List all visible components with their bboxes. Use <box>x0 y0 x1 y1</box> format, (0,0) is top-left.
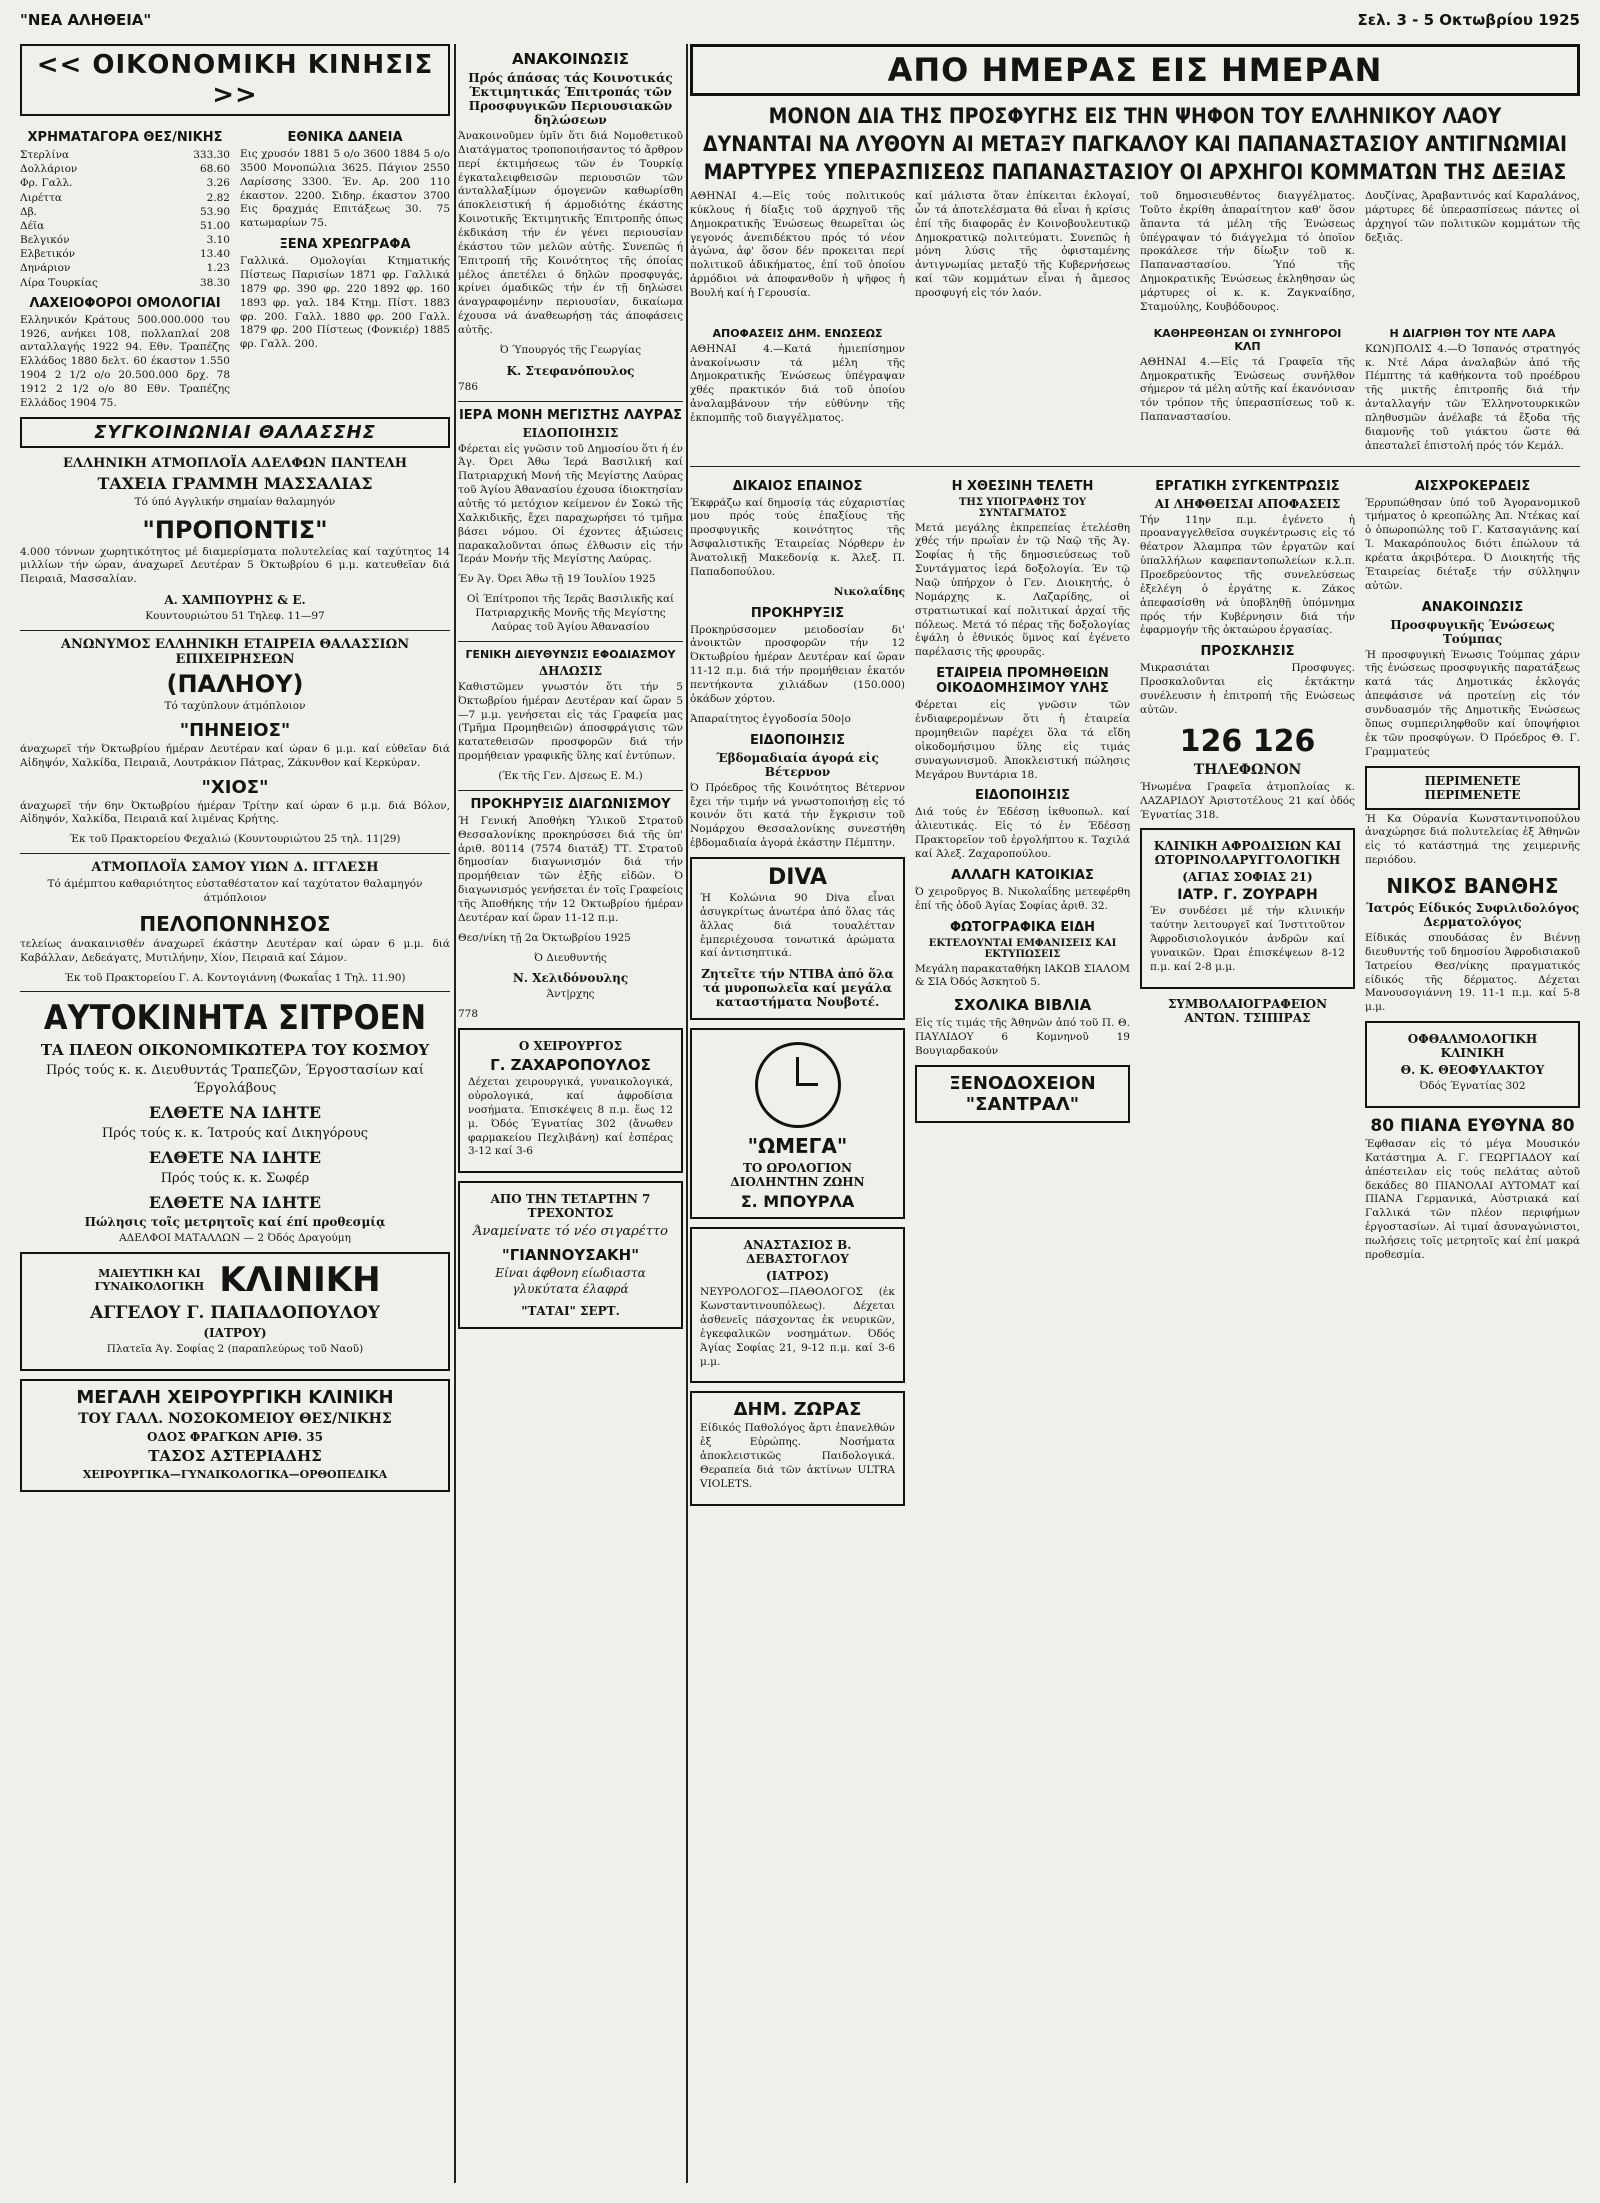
ad-paliou-ship1: "ΠΗΝΕΙΟΣ" <box>179 719 291 741</box>
section-sub: ΤΗΣ ΥΠΟΓΡΑΦΗΣ ΤΟΥ ΣΥΝΤΑΓΜΑΤΟΣ <box>958 496 1087 519</box>
notice-title: ΑΝΑΚΟΙΝΩΣΙΣ <box>511 50 630 68</box>
supply-text: Καθιστῶμεν γνωστόν ὅτι τήν 5 Όκτωβρίου ήμέραν Δευτέραν καί ὥραν 5—7 μ.μ. γενήσεται εἰς τάς Γραφεία μας (Τμῆμα Προμηθειῶν) άποσφράγισις τῶν κατατεθεισῶν προσφορῶν διά τήν προμήθειαν γραφικῆς ὕλης καί ἐντύπων. <box>458 680 683 763</box>
rate-value: 68.60 <box>199 163 230 176</box>
ad-paliou-office: Έκ τοῦ Πρακτορείου Φεχαλιώ (Κουντουριώτου 25 τηλ. 11|29) <box>69 833 401 846</box>
section-title: ΠΡΟΚΗΡΥΞΙΣ <box>750 605 845 621</box>
surgical-doctor: ΤΑΣΟΣ ΑΣΤΕΡΙΑΔΗΣ <box>148 1446 322 1465</box>
clinic-title: ΚΛΙΝΙΚΗ ΑΦΡΟΔΙΣΙΩΝ ΚΑΙ ΩΤΟΡΙΝΟΛΑΡΥΓΓΟΛΟΓΙΚΗ <box>1153 839 1342 868</box>
omega-sub: ΤΟ ΩΡΟΛΟΓΙΟΝ ΔΙΟΛΗΝΤΗΝ ΖΩΗΝ <box>730 1161 865 1190</box>
lead-paragraph: Δουζίνας, Άραβαντινός καί Καραλάνος, μάρτυρες δέ ὑπερασπίσεως πάντες οἱ ἀρχηγοί τῶν πολιτικῶν κομμάτων τῆς δεξιᾶς. <box>1365 190 1580 244</box>
rate-currency: Δβ. <box>20 205 37 218</box>
monastery-title: ΙΕΡΑ ΜΟΝΗ ΜΕΓΙΣΤΗΣ ΛΑΥΡΑΣ <box>458 407 683 423</box>
clinic-addr: Πλατεῖα Άγ. Σοφίας 2 (παραπλεύρως τοῦ Ναοῦ) <box>106 1342 364 1355</box>
rate-value: 2.82 <box>206 191 230 204</box>
ad-zourari <box>1140 828 1355 988</box>
ad-samos-title: ΑΤΜΟΠΛΟΪΑ ΣΑΜΟΥ ΥΙΩΝ Δ. ΙΓΓΛΕΣΗ <box>91 860 379 876</box>
eye-clinic-title: ΟΦΘΑΛΜΟΛΟΓΙΚΗ ΚΛΙΝΙΚΗ <box>1407 1032 1538 1061</box>
surgical-sub: ΤΟΥ ΓΑΛΛ. ΝΟΣΟΚΟΜΕΙΟΥ ΘΕΣ/ΝΙΚΗΣ <box>78 1410 392 1427</box>
rate-currency: Λίρα Τουρκίας <box>20 276 98 289</box>
hotel-central: ΞΕΝΟΔΟΧΕΙΟΝ "ΣΑΝΤΡΑΛ" <box>915 1065 1130 1123</box>
surgical-title: ΜΕΓΑΛΗ ΧΕΙΡΟΥΡΓΙΚΗ ΚΛΙΝΙΚΗ <box>76 1386 394 1408</box>
doctor-name: ΔΗΜ. ΖΩΡΑΣ <box>733 1399 862 1421</box>
rates-table <box>20 148 230 290</box>
section-title: ΕΤΑΙΡΕΙΑ ΠΡΟΜΗΘΕΙΩΝ ΟΙΚΟΔΟΜΗΣΙΜΟΥ ΥΛΗΣ <box>936 666 1109 697</box>
section-title: ΔΙΚΑΙΟΣ ΕΠΑΙΝΟΣ <box>732 478 863 494</box>
section-text: Ή προσφυγική Ένωσις Τούμπας χάριν τῆς ἐνώσεως προσφυγικῆς παρατάξεως κατά τάς Δημοτικάς ἐκλογάς ἀπεφάσισε νά προτείνῃ εἰς τόν συνδυασμόν τῆς Δημοτικῆς Ένώσεως ὅπως συμπεριληφθοῦν καί ὑποψήφιοι ἐκ τῶν προσφύγων. Ό Πρόεδρος Θ. Γ. Γραμματεύς <box>1365 648 1580 758</box>
rate-currency: Φρ. Γαλλ. <box>20 177 73 190</box>
rate-currency: Βελγικόν <box>20 234 70 247</box>
notice-num: 786 <box>458 380 479 393</box>
clinic-role: (ΙΑΤΡΟΥ) <box>203 1325 267 1340</box>
rate-value: 333.30 <box>193 149 230 161</box>
divider <box>20 991 450 992</box>
subcol-a <box>690 473 905 1514</box>
tender-name: Ν. Χελιδόνουλης <box>512 971 629 986</box>
masthead-date: Σελ. 3 - 5 Οκτωβρίου 1925 <box>1357 11 1580 29</box>
ad-ophthalmology <box>1365 1021 1580 1108</box>
omega-title: "ΩΜΕΓΑ" <box>747 1134 848 1159</box>
divider <box>690 466 1580 467</box>
ad-devastoglou <box>690 1227 905 1383</box>
section-text: Μεγάλη παρακαταθήκη ΙΑΚΩΒ ΣΙΑΛΟΜ & ΣΙΑ Όδός Άσκητοῦ 5. <box>915 962 1130 989</box>
section-title: ΕΙΔΟΠΟΙΗΣΙΣ <box>749 732 846 748</box>
rate-value: 3.10 <box>206 234 230 247</box>
surgeon-text: Δέχεται χειρουργικά, γυναικολογικά, οὐρολογικά, καί ἀφροδίσια νοσήματα. Έπισκέψεις 8 π.μ. ἕως 12 μ. Όδός Έγνατίας 302 (ἄνωθεν φαρμακείου Πεχλιβάνη) καί ἑσπέρας 3-12 καί 3-6 <box>468 1076 673 1158</box>
clinic-text: Έν συνδέσει μέ τήν κλινικήν ταύτην λειτουργεῖ καί Ίνστιτοῦτον Άφροδισιολογικόν ἀνδρῶν καί γυναικῶν. Ώραι ἐπισκέψεων 8-12 π.μ. καί 2-8 μ.μ. <box>1150 905 1345 973</box>
doctor-name: ΑΝΑΣΤΑΣΙΟΣ Β. ΔΕΒΑΣΤΟΓΛΟΥ <box>743 1238 852 1267</box>
section-sub: ΕΚΤΕΛΟΥΝΤΑΙ ΕΜΦΑΝΙΣΕΙΣ ΚΑΙ ΕΚΤΥΠΩΣΕΙΣ <box>928 937 1117 960</box>
citroen-cta: ΕΛΘΕΤΕ ΝΑ ΙΔΗΤΕ <box>148 1147 322 1167</box>
section-text: Έρρυπώθησαν ὑπό τοῦ Άγορανομικοῦ τμήματος ὁ κρεοπώλης Άπ. Ντέκας καί ὁ ὁπωροπώλης τοῦ Γ. Κατσαγιάνης καί Ί. Μακαρόπουλος διότι ἐπώλουν τά κρέατα ἀκριβότερα. Ό Διοικητής τῆς Έταιρείας διέταξε τήν σύλληψιν αὐτῶν. <box>1365 496 1580 592</box>
column-rule <box>454 44 456 2183</box>
column-rule <box>686 44 688 2183</box>
ad-pantelis-agent: Α. ΧΑΜΠΟΥΡΗΣ & Ε. <box>164 593 306 608</box>
rate-value: 1.23 <box>206 262 230 275</box>
section-text: Ό χειροῦργος Β. Νικολαΐδης μετεφέρθη ἐπί τῆς ὁδοῦ Άγίας Σοφίας ἀριθ. 32. <box>915 885 1130 912</box>
omega-shop: Σ. ΜΠΟΥΡΛΑ <box>740 1192 855 1212</box>
cigarette-name: "ΓΙΑΝΝΟΥΣΑΚΗ" <box>501 1246 640 1265</box>
ad-pantelis-addr: Κουντουριώτου 51 Τηλεφ. 11—97 <box>145 610 325 623</box>
section-text: ΑΘΗΝΑΙ 4.—Εἰς τά Γραφεῖα τῆς Δημοκρατικῆς Ένώσεως συνῆλθον σήμερον τά μέλη αὐτῆς καί ἐκανόνισαν τόν τρόπον τῆς ὑπερασπίσεως τοῦ κ. Παπαναστασίου. <box>1140 355 1355 424</box>
citroen-cta: ΕΛΘΕΤΕ ΝΑ ΙΔΗΤΕ <box>148 1193 322 1213</box>
clinic-sub: (ΑΓΙΑΣ ΣΟΦΙΑΣ 21) <box>1182 870 1313 885</box>
doctor-role: (ΙΑΤΡΟΣ) <box>765 1269 830 1284</box>
pocket-watch-icon <box>755 1042 841 1128</box>
ad-pantelis-sub: ΤΑΧΕΙΑ ΓΡΑΜΜΗ ΜΑΣΣΑΛΙΑΣ <box>97 473 373 493</box>
foreign-title: ΞΕΝΑ ΧΡΕΩΓΡΑΦΑ <box>279 237 411 253</box>
doctor-text: ΝΕΥΡΟΛΟΓΟΣ—ΠΑΘΟΛΟΓΟΣ (ἐκ Κωνσταντινουπόλεως). Δέχεται ἀσθενεῖς πάσχοντας ἐκ νευρικῶν, ἐγκεφαλικῶν νοσημάτων. Όδός Άγίας Σοφίας 21, 9-12 π.μ. καί 3-6 μ.μ. <box>700 1286 895 1368</box>
ad-pantelis-ship: "ΠΡΟΠΟΝΤΙΣ" <box>142 515 328 544</box>
surgical-foot: ΧΕΙΡΟΥΡΓΙΚΑ—ΓΥΝΑΙΚΟΛΟΓΙΚΑ—ΟΡΘΟΠΕΔΙΚΑ <box>82 1467 388 1481</box>
ad-cigarette <box>458 1181 683 1329</box>
notice-text: Άνακοινοῦμεν ὑμῖν ὅτι διά Νομοθετικοῦ Διατάγματος τροποποιήσαντος τό ἄρθρον περί έκτιμήσεως τῶν έν Τουρκίᾳ έγκαταλειφθεισῶν περιουσιῶν τῶν άνταλλαξίμων όμογενῶν καθωρίσθη άποκλειστική ή άρμοδιότης έκάστης Κοινοτικῆς Έκτιμητικῆς Έπιτροπῆς όπως έκδικάση τήν έν γένει περιουσίαν έκάστου τῶν μελῶν αὐτῆς. Συνεπῶς ή Έπιτροπή τῆς Κοινότητος τῆς όποίας μέλος άπετέλει ό δηλῶν προσφυγάς, κρίνει όμαδικῶς τήν έν τῇ δηλώσει άναγραφομένην περιουσίαν, δικαίωμα έχουσα νά άναθεωρήσῃ τάς άποφάσεις αὐτῆς. <box>458 130 683 337</box>
citroen-line: Πρός τούς κ. κ. Διευθυντάς Τραπεζῶν, Έργοστασίων καί Έργολάβους <box>45 1063 425 1096</box>
rate-value: 3.26 <box>206 177 230 190</box>
supply-title: ΓΕΝΙΚΗ ΔΙΕΥΘΥΝΣΙΣ ΕΦΟΔΙΑΣΜΟΥ <box>465 647 676 661</box>
section-sign: Άπαραίτητος ἐγγοδοσία 50ο|ο <box>690 712 851 725</box>
citroen-sub: ΤΑ ΠΛΕΟΝ ΟΙΚΟΝΟΜΙΚΩΤΕΡΑ ΤΟΥ ΚΟΣΜΟΥ <box>40 1041 430 1060</box>
eye-clinic-doctor: Θ. Κ. ΘΕΟΦΥΛΑΚΤΟΥ <box>1400 1063 1545 1078</box>
surgical-addr: ΟΔΟΣ ΦΡΑΓΚΩΝ ΑΡΙΘ. 35 <box>147 1429 323 1444</box>
phone-number: 126 126 <box>1179 723 1316 759</box>
ad-pantelis-detail: 4.000 τόννων χωρητικότητος μέ διαμερίσματα πολυτελείας καί ταχύτητος 14 μιλλίων τήν ώραν, άναχωρεῖ Δευτέραν 5 Όκτωβρίου 6 μ.μ. κατευθεῖαν διά Πειραιᾶ, Μασσαλίαν. <box>20 545 450 586</box>
section-title: ΑΠΟΦΑΣΕΙΣ ΔΗΜ. ΕΝΩΣΕΩΣ <box>712 326 883 340</box>
cigarette-title: ΑΠΟ ΤΗΝ ΤΕΤΑΡΤΗΝ 7 ΤΡΕΧΟΝΤΟΣ <box>490 1192 651 1221</box>
diva-text: Ή Κολώνια 90 Diva εἶναι ἀσυγκρίτως ἀνωτέρα ἀπό ὅλας τάς ἄλλας διά τουαλέτταν ἐμπεριέχουσα τονωτικά ἀρώματα καί ἀντισηπτικά. <box>700 891 895 960</box>
supply-sub: ΔΗΛΩΣΙΣ <box>538 663 603 678</box>
ad-citroen <box>20 998 450 1245</box>
bonds-title: ΛΑΧΕΙΟΦΟΡΟΙ ΟΜΟΛΟΓΙΑΙ <box>29 295 221 311</box>
citroen-line: Πρός τούς κ. κ. Ίατρούς καί Δικηγόρους <box>101 1125 369 1141</box>
monastery-sub: ΕΙΔΟΠΟΙΗΣΙΣ <box>522 425 619 440</box>
doctor-text: Είδικός Παθολόγος ἄρτι ἐπανελθών ἐξ Εὐρώπης. Νοσήματα ἀποκλειστικῶς Παιδολογικά. Θεραπεία διά τῶν ἀκτίνων ULTRA VIOLETS. <box>700 1422 895 1490</box>
monastery-date: Έν Άγ. Όρει Άθω τῇ 19 Ίουλίου 1925 <box>458 573 656 586</box>
section-sub: Προσφυγικῆς Ένώσεως Τούμπας <box>1390 617 1555 646</box>
monastery-sign: Οἱ Έπίτροποι τῆς Ίερᾶς Βασιλικῆς καί Πατριαρχικῆς Μονῆς τῆς Μεγίστης Λαύρας τοῦ Άγίου Άθανασίου <box>466 593 675 633</box>
headline-1: ΜΟΝΟΝ ΔΙΑ ΤΗΣ ΠΡΟΣΦΥΓΗΣ ΕΙΣ ΤΗΝ ΨΗΦΟΝ ΤΟΥ ΕΛΛΗΝΙΚΟΥ ΛΑΟΥ <box>768 104 1502 128</box>
shares-text: Εις χρυσόν 1881 5 ο/ο 3600 1884 5 ο/ο 3500 Μονοπώλια 3625. Πάγιον 2550 Λαρίσσης 3300. Έν. Αρ. 200 110 έκαστον. 2200. Σιδηρ. έκαστον 3700 Εις δραχμάς Επιτάξεως 30. 75 κατωμαρίων 75. <box>240 148 450 230</box>
phone-title: ΤΗΛΕΦΩΝΟΝ <box>1193 761 1302 778</box>
rate-currency: Δηνάριον <box>20 262 71 275</box>
citroen-line: Πρός τούς κ. κ. Σωφέρ <box>160 1170 310 1186</box>
section-title: ΦΩΤΟΓΡΑΦΙΚΑ ΕΙΔΗ <box>949 919 1096 935</box>
column-notices <box>458 44 683 2183</box>
clinic-doctor: ΙΑΤΡ. Γ. ΖΟΥΡΑΡΗ <box>1177 887 1318 904</box>
section-text: Προκηρύσσομεν μειοδοσίαν δι' ἀνοικτῶν προσφορῶν τήν 12 Όκτωβρίου ἡμέραν Δευτέραν καί ὥραν 11-12 π.μ. διά τήν προμήθειαν ἑκατόν πεντήκοντα χιλιάδων (150.000) ὀκάδων χόρτου. <box>690 623 905 705</box>
divider <box>20 630 450 631</box>
section-title: ΑΝΑΚΟΙΝΩΣΙΣ <box>1421 599 1524 615</box>
subcol-c <box>1140 473 1355 1514</box>
clinic-type: ΜΑΙΕΥΤΙΚΗ ΚΑΙ ΓΥΝΑΙΚΟΛΟΓΙΚΗ <box>94 1266 205 1293</box>
ad-surgeon <box>458 1028 683 1173</box>
wait-title: ΠΕΡΙΜΕΝΕΤΕ ΠΕΡΙΜΕΝΕΤΕ <box>1365 766 1580 810</box>
divider <box>458 401 683 402</box>
divider <box>458 790 683 791</box>
headline-2: ΔΥΝΑΝΤΑΙ ΝΑ ΛΥΘΟΥΝ ΑΙ ΜΕΤΑΞΥ ΠΑΓΚΑΛΟΥ ΚΑΙ ΠΑΠΑΝΑΣΤΑΣΙΟΥ ΑΝΤΙΓΝΩΜΙΑΙ <box>703 132 1567 156</box>
doctor-text: Είδικάς σπουδάσας ἐν Βιέννῃ διευθυντής τοῦ δημοσίου Άφροδισιακοῦ Ίατρείου Θεσ/νίκης πραγματικός είδικός τῆς δέρματος. Δέχεται Μανουσογιάννη 19. 11-1 π.μ. καί 5-8 μ.μ. <box>1365 931 1580 1014</box>
divider <box>20 853 450 854</box>
rate-currency: Λιρέττα <box>20 191 63 204</box>
divider <box>458 641 683 642</box>
citroen-sale: Πώλησις τοῖς μετρητοῖς καί έπί προθεσμίᾳ <box>84 1215 386 1230</box>
diva-foot: Ζητεῖτε τήν ΝΤΙΒΑ ἀπό ὅλα τά μυροπωλεῖα καί μεγάλα καταστήματα Νουβοτέ. <box>701 967 894 1010</box>
ad-pantelis <box>20 456 450 624</box>
shares-title: ΕΘΝΙΚΑ ΔΑΝΕΙΑ <box>287 130 403 145</box>
surgeon-pre: Ο ΧΕΙΡΟΥΡΓΟΣ <box>518 1039 623 1054</box>
lead-paragraph: καί μάλιστα ὅταν ἐπίκειται ἐκλογαί, ὧν τά ἀποτελέσματα θά εἶναι ἡ κρίσις ἐπί τῆς διαφορᾶς ἐν Κοινοβουλευτικῷ Δημοκρατικῷ πολιτεύματι. Συνεπῶς ἡ μόνη λύσις τῆς ὀφισταμένης ἀντιγνωμίας μεταξύ τῆς Κυβερνήσεως καί τῶν κομμάτων εἶναι ἡ ἄμεσος προσφυγή εἰς τόν λαόν. <box>915 190 1130 300</box>
section-text: Εἰς τίς τιμάς τῆς Άθηνῶν ἀπό τοῦ Π. Θ. ΠΑΥΛΙΔΟΥ 6 Κομνηνοῦ 19 Βουγιαρδακούν <box>915 1017 1130 1057</box>
ad-samos-ship: ΠΕΛΟΠΟΝΝΗΣΟΣ <box>139 911 331 936</box>
section-text: Τήν 11ην π.μ. ἐγένετο ἡ προαναγγελθεῖσα συγκέντρωσις εἰς τό θέατρον Άλαμπρα τῶν ἐργατῶν καί ὑπαλλήλων καφεπαντοπωλείων κ.λ.π. Προεδρεύοντος τῆς συνελεύσεως ἐξελέγη ὁ ἐργάτης κ. Ζάκος ἀπεφασίσθη νά ὑποβληθῇ ὑπόμνημα πρός τήν Κυβέρνησιν διά τήν ἐφαρμογήν τῆς ὀκταώρου ἐργασίας. <box>1140 513 1355 637</box>
rate-currency: Δέϊα <box>20 219 45 232</box>
cigarette-text2: Είναι άφθονη είωδιαστα γλυκύτατα έλαφρά <box>495 1266 646 1297</box>
rate-value: 13.40 <box>199 248 230 261</box>
tender-date: Θεσ/νίκη τῇ 2α Όκτωβρίου 1925 <box>458 931 631 944</box>
section-title: ΚΑΘΗΡΕΘΗΣΑΝ ΟΙ ΣΥΝΗΓΟΡΟΙ ΚΛΠ <box>1153 326 1342 353</box>
ad-pantelis-text: Τό ύπό Αγγλικήν σημαίαν θαλαμηγόν <box>134 495 336 508</box>
news-banner: ΑΠΟ ΗΜΕΡΑΣ ΕΙΣ ΗΜΕΡΑΝ <box>690 44 1580 96</box>
market-title: ΧΡΗΜΑΤΑΓΟΡΑ ΘΕΣ/ΝΙΚΗΣ <box>27 130 223 145</box>
ad-samos-text: Τό άμέμπτου καθαριότητος εὐσταθέστατον καί ταχύτατον θαλαμηγόν άτμόπλοιον <box>47 878 423 905</box>
ad-zoras <box>690 1391 905 1505</box>
notary-title: ΣΥΜΒΟΛΑΙΟΓΡΑΦΕΙΟΝ ΑΝΤΩΝ. ΤΣΙΠΙΡΑΣ <box>1167 996 1328 1025</box>
notice-sign: Ό Ύπουργός τῆς Γεωργίας <box>499 343 642 356</box>
ad-samos <box>20 860 450 985</box>
rate-value: 53.90 <box>199 205 230 218</box>
bonds-text: Ελληνικόν Κράτους 500.000.000 του 1926, ανήκει 108, πολλαπλαί 208 ανταλλαγής 1922 94. Εθν. Τραπέζης Ελλάδος 1880 δελτ. 60 έκαστον 1.550 1904 2 1/2 ο/ο 20.500.000 δρχ. 78 1912 2 1/2 ο/ο 80 Εθν. Τραπέζης Ελλάδος 1904 75. <box>20 313 230 409</box>
ad-paliou-name: (ΠΑΛΗΟΥ) <box>166 670 304 699</box>
section-title: Η ΔΙΑΓΡΙΘΗ ΤΟΥ ΝΤΕ ΛΑΡΑ <box>1389 326 1556 340</box>
cigarette-foot: "ΤΑΤΑΙ" ΣΕΡΤ. <box>521 1304 620 1319</box>
lead-subsections <box>690 321 1580 460</box>
tender-sign: Ό Διευθυντής <box>534 951 607 964</box>
pianos-text: Έφθασαν εἰς τό μέγα Μουσικόν Κατάστημα Α. Γ. ΓΕΩΡΓΙΑΔΟΥ καί ἀπέστειλαν εἰς τούς πελάτας αὐτοῦ δεκάδες 80 ΠΙΑΝΟΛΑΙ ΑΥΤΟΜΑΤ καί ΠΙΑΝΑ Γερμανικά, Αὐστριακά καί Γαλλικά τῶν πλέον περιφήμων ἐργοστασίων. Αἱ τιμαί ἀσυναγώνιστοι, πωλήσεις τοῖς μετρητοῖς καί ἐπί μακρά προθεσμία. <box>1365 1137 1580 1261</box>
ad-paliou-ship2-text: άναχωρεῖ τήν 6ην Όκτωβρίου ήμέραν Τρίτην καί ώραν 6 μ.μ. διά Βόλον, Αἰδηψόν, Χαλκίδα, Πειραιᾶ καί λιμένας Κρήτης. <box>20 799 450 826</box>
section-text: Έκφράζω καί δημοσίᾳ τάς εὐχαριστίας μου πρός τούς ἐπαξίους τῆς προσφυγικῆς κοινότητος τῆς Άσφαλιστικῆς Έταιρείας Νόρθερν ἐν Άνατολικῇ Μακεδονίᾳ κ. Άλεξ. Π. Παπαδοπούλου. <box>690 496 905 578</box>
cigarette-text: Άναμείνατε τό νέο σιγαρέττο <box>473 1224 668 1240</box>
masthead-title: "ΝΕΑ ΑΛΗΘΕΙΑ" <box>20 11 152 29</box>
section-title: ΕΡΓΑΤΙΚΗ ΣΥΓΚΕΝΤΡΩΣΙΣ <box>1155 478 1340 494</box>
section-text: ΚΩΝ)ΠΟΛΙΣ 4.—Ό Ίσπανός στρατηγός κ. Ντέ Λάρα ἀναλαβών ἀπό τῆς Πέμπτης τά καθήκοντα τοῦ προέδρου τῆς μικτῆς ἐπιτροπῆς διά τήν ἀνταλλαγήν τῶν Έλληνοτουρκικῶν πληθυσμῶν ἀνέλαβε τά ἔξοδα τῆς διαμονῆς τοῦ γιάκτου ὥστε θά ἀπεσταλεῖ ἐπιστολή πρός τόν Κεμάλ. <box>1365 342 1580 452</box>
tender-title: ΠΡΟΚΗΡΥΞΙΣ ΔΙΑΓΩΝΙΣΜΟΥ <box>470 796 671 812</box>
section-text: Μετά μεγάλης ἐκπρεπείας ἐτελέσθη χθές τήν πρωΐαν ἐν τῷ Ναῷ τῆς Άγ. Σοφίας ἡ τῆς δημοσιεύσεως τοῦ Συντάγματος ἱερά δοξολογία. Έν τῷ Ναῷ ὑπήρχον ὁ Γεν. Διοικητής, ὁ Νομάρχης κ. Λαζαρίδης, οἱ στρατιωτικαί καί πολιτικαί ἀρχαί τῆς πόλεως. Μετά τό πέρας τῆς δοξολογίας ἐψάλη ὁ ἐθνικός ὕμνος καί ἐγένετο παρέλασις τῆς φρουρᾶς. <box>915 521 1130 659</box>
section-text: Διά τούς ἐν Έδέσσῃ ἰκθυοπωλ. καί ἀλιευτικάς. Εἰς τό ἐν Έδέσσῃ Πρακτορεῖον τοῦ ἐργολήπτου κ. Ταχιλά καί Άλεξ. Ζαχαροπούλου. <box>915 806 1130 860</box>
ad-paliou-title: ΑΝΩΝΥΜΟΣ ΕΛΛΗΝΙΚΗ ΕΤΑΙΡΕΙΑ ΘΑΛΑΣΣΙΩΝ ΕΠΙΧΕΙΡΗΣΕΩΝ <box>60 637 410 668</box>
clinic-title: ΚΛΙΝΙΚΗ <box>219 1259 381 1300</box>
column-finance <box>20 44 450 2183</box>
clinic-name: ΑΓΓΕΛΟΥ Γ. ΠΑΠΑΔΟΠΟΥΛΟΥ <box>90 1302 380 1323</box>
foreign-text: Γαλλικά. Ομολογίαι Κτηματικής Πίστεως Παρισίων 1871 φρ. Γαλλικά 1879 φρ. 390 φρ. 220 1892 φρ. 160 1893 φρ. γαλ. 184 Κτημ. Πίστ. 1883 φρ. 200. Γαλλ. 1880 φρ. 200 Γαλλ. 1879 φρ. 200 Πίστεως (Φονκιέρ) 1885 φρ. Γαλλ. 200. <box>240 255 450 351</box>
subcol-b <box>915 473 1130 1514</box>
ad-paliou-ship2: "ΧΙΟΣ" <box>201 776 269 798</box>
section-text: ΑΘΗΝΑΙ 4.—Κατά ἡμιεπίσημον ἀνακοίνωσιν τά μέλη τῆς Δημοκρατικῆς Ένώσεως ὑπέγραψαν χθές πρακτικόν διά τοῦ ὁποίου ἀναλαμβάνουν τήν εὐθύνην τῆς ἐκπομπῆς τοῦ διαγγέλματος. <box>690 342 905 425</box>
lead-paragraph: ΑΘΗΝΑΙ 4.—Εἰς τούς πολιτικούς κύκλους ή δίαξις τοῦ άρχηγοῦ τῆς Δημοκρατικῆς Ένώσεως θεωρεῖται ὡς γεγονός ἀνεπιδέκτου πρός τό νέον ἀγώνα, ἀφ' ὅσον δέν προκειται περί πολιτικοῦ ἀδικήματος, ἐπί τοῦ ὁποίου ἀρμόδιοι νά ἀποφανθοῦν ἡ ψῆφος ἡ Βουλή καί ἡ Γερουσία. <box>690 190 905 300</box>
tender-text: Ή Γενική Άποθήκη Ύλικοῦ Στρατοῦ Θεσσαλονίκης προκηρύσσει διά τῆς ὑπ' ἀριθ. 80114 (7574 διατάξ) ΤΤ. Στρατοῦ δημοσίαν διαγωνισμόν διά τήν προμήθειαν τῶν ἑξῆς εἰδῶν. Ό διαγωνισμός γενήσεται έν τοῖς Γραφείοις τῆς Άποθήκης τήν 12 Όκτωβρίου ήμέραν Δευτέραν καί ὥραν 11-12 π.μ. <box>458 814 683 924</box>
navigation-banner: ΣΥΓΚΟΙΝΩΝΙΑΙ ΘΑΛΑΣΣΗΣ <box>20 417 450 448</box>
section-title: ΑΙΣΧΡΟΚΕΡΔΕΙΣ <box>1414 478 1531 494</box>
section-title: Η ΧΘΕΣΙΝΗ ΤΕΛΕΤΗ <box>951 478 1094 494</box>
rate-currency: Δολλάριον <box>20 163 78 176</box>
ad-samos-office: Έκ τοῦ Πρακτορείου Γ. Α. Κοντογιάννη (Φωκαΐας 1 Τηλ. 11.90) <box>64 971 406 984</box>
section-sign: Νικολαΐδης <box>833 585 905 598</box>
section-text: Μικρασιάται Προσφυγες. Προσκαλοῦνται εἰς ἐκτάκτην συνέλευσιν ἡ ἐπιτροπή τῆς Ενώσεως αὐτῶν. <box>1140 662 1355 716</box>
citroen-cta: ΕΛΘΕΤΕ ΝΑ ΙΔΗΤΕ <box>148 1102 322 1122</box>
rate-currency: Στερλίνα <box>20 149 70 161</box>
surgeon-name: Γ. ΖΑΧΑΡΟΠΟΥΛΟΣ <box>490 1056 651 1075</box>
finance-banner: << ΟΙΚΟΝΟΜΙΚΗ ΚΙΝΗΣΙΣ >> <box>20 44 450 116</box>
section-sub: ΑΙ ΛΗΦΘΕΙΣΑΙ ΑΠΟΦΑΣΕΙΣ <box>1154 496 1341 511</box>
subcol-d <box>1365 473 1580 1514</box>
rate-currency: Ελβετικόν <box>20 248 76 261</box>
masthead <box>20 6 1580 34</box>
diva-title: DIVA <box>767 864 827 890</box>
ad-paliou-text: Τό ταχύπλουν άτμόπλοιον <box>164 700 306 713</box>
section-title: ΑΛΛΑΓΗ ΚΑΤΟΙΚΙΑΣ <box>951 867 1094 883</box>
lower-news <box>690 473 1580 1514</box>
headline-3: ΜΑΡΤΥΡΕΣ ΥΠΕΡΑΣΠΙΣΕΩΣ ΠΑΠΑΝΑΣΤΑΣΙΟΥ ΟΙ ΑΡΧΗΓΟΙ ΚΟΜΜΑΤΩΝ ΤΗΣ ΔΕΞΙΑΣ <box>703 160 1567 184</box>
ad-surgical-clinic <box>20 1379 450 1492</box>
ad-paliou-ship1-text: άναχωρεῖ τήν Όκτωβρίου ήμέραν Δευτέραν καί ώραν 6 μ.μ. καί εὐθεῖαν διά Αἰδηψόν, Χαλκίδα, Πειραιᾶ, Λουτράκιον Πάτρας, Ζάκυνθον καί Κερκύραν. <box>20 742 450 769</box>
phone-text: Ήνωμένα Γραφεῖα ἀτμοπλοίας κ. ΛΑΖΑΡΙΔΟΥ Άριστοτέλους 21 καί ὁδός Έγνατίας 318. <box>1140 780 1355 821</box>
ad-clinic-papadopoulou <box>20 1252 450 1371</box>
lead-paragraph: τοῦ δημοσιευθέντος διαγγέλματος. Τοῦτο ἐκρίθη ἀπαραίτητον καθ' ὅσον ἅπαντα τά μέλη τῆς Ένώσεως ὑπέγραψαν τό διάγγελμα τό ὁποῖον προκάλεσε τήν δίωξιν τοῦ κ. Παπαναστασίου. Ύπό τῆς Δημοκρατικῆς Ένώσεως ἐκληθησαν ὡς μάρτυρες οἱ κ. κ. Ζαγκναίδησ, Σταμούλης, Κουβόδουρος. <box>1140 190 1355 313</box>
ad-pantelis-title: ΕΛΛΗΝΙΚΗ ΑΤΜΟΠΛΟΪΑ ΑΔΕΛΦΩΝ ΠΑΝΤΕΛΗ <box>63 455 407 471</box>
section-text: Φέρεται εἰς γνῶσιν τῶν ἐνδιαφερομένων ὅτι ἡ ἐταιρεία προμηθειῶν παρέχει ὅλα τά εἴδη οἰκοδομήσιμου ὕλης εἰς τιμάς συναγωνισμοῦ. Άποκλειστική πώλησις Μεγάρου Βυντάρια 18. <box>915 699 1130 781</box>
section-title: ΕΙΔΟΠΟΙΗΣΙΣ <box>974 788 1071 804</box>
notice-name: Κ. Στεφανόπουλος <box>506 363 635 378</box>
section-title: ΠΡΟΣΚΛΗΣΙΣ <box>1200 644 1295 660</box>
ad-samos-detail: τελείως άνακαινισθέν άναχωρεῖ έκάστην Δευτέραν καί ώραν 6 μ.μ. διά Καβάλλαν, Δεδεάγατς, Μυτιλήνην, Χίον, Πειραιᾶ καί Σάμον. <box>20 937 450 964</box>
ad-paliou <box>20 637 450 847</box>
tender-role: Άντ|ρχης <box>546 988 595 1001</box>
rate-value: 51.00 <box>199 219 230 232</box>
tender-num: 778 <box>458 1008 479 1021</box>
eye-clinic-addr: Όδός Έγνατίας 302 <box>1419 1080 1526 1093</box>
ad-omega <box>690 1028 905 1219</box>
section-text: Ή Κα Ούρανία Κωνσταντινοπούλου ἀναχώρησε διά πολυτελείας ἐξ Άθηνῶν εἰς τό κατάστημά της χειμερινῆς περιόδου. <box>1365 812 1580 867</box>
supply-sign: (Έκ τῆς Γεν. Δ|σεως Ε. Μ.) <box>498 769 643 782</box>
section-text: Ό Πρόεδρος τῆς Κοινότητος Βέτερνον ἔχει τήν τιμήν νά γνωστοποιήσῃ εἰς τό κοινόν ὅτι κατά τήν ἔγκρισιν τοῦ Νομάρχου Θεσσαλονίκης συνεστήθη ἑβδομαδιαία ἀγορά ἐκάστην Πέμπτην. <box>690 781 905 850</box>
doctor-sub: Ίατρός Είδικός Συφιλιδολόγος Δερματολόγος <box>1365 900 1580 929</box>
citroen-agent: ΑΔΕΛΦΟΙ ΜΑΤΑΛΛΩΝ — 2 Όδός Δραγούμη <box>119 1232 351 1245</box>
citroen-title: ΑΥΤΟΚΙΝΗΤΑ ΣΙΤΡΟΕΝ <box>43 998 427 1039</box>
doctor-name: ΝΙΚΟΣ ΒΑΝΘΗΣ <box>1386 873 1559 898</box>
section-sub: Έβδομαδιαία άγορά εἰς Βέτερνον <box>716 750 879 779</box>
lead-article <box>690 188 1580 321</box>
monastery-text: Φέρεται εἰς γνῶσιν τοῦ Δημοσίου ὅτι ή έν Άγ. Όρει Άθω Ίερά Βασιλική καί Πατριαρχική Μονή τῆς Μεγίστης Λαύρας τοῦ Άγίου Άθανασίου έχουσα ίδιοκτησίαν αὐτῆς τό μετόχιον κείμενον έν Σοκώ τῆς Χαλκιδικῆς, ἔχει παραχωρήσει τό τμῆμα βάσει νόμου. Οἱ έχοντες ἀξιώσεις παρακαλοῦνται όπως έλθωσιν εἰς τήν Ίεράν Μονήν τῆς Μεγίστης Λαύρας. <box>458 442 683 566</box>
column-news <box>690 44 1580 2183</box>
notice-sub: Πρός άπάσας τάς Κοινοτικάς Έκτιμητικάς Έπιτροπάς τῶν Προσφυγικῶν Περιουσιακῶν δηλώσεων <box>468 71 673 127</box>
section-title: ΣΧΟΛΙΚΑ ΒΙΒΛΙΑ <box>953 996 1092 1015</box>
pianos-title: 80 ΠΙΑΝΑ ΕΥΘΥΝΑ 80 <box>1370 1115 1575 1136</box>
rate-value: 38.30 <box>199 276 230 289</box>
